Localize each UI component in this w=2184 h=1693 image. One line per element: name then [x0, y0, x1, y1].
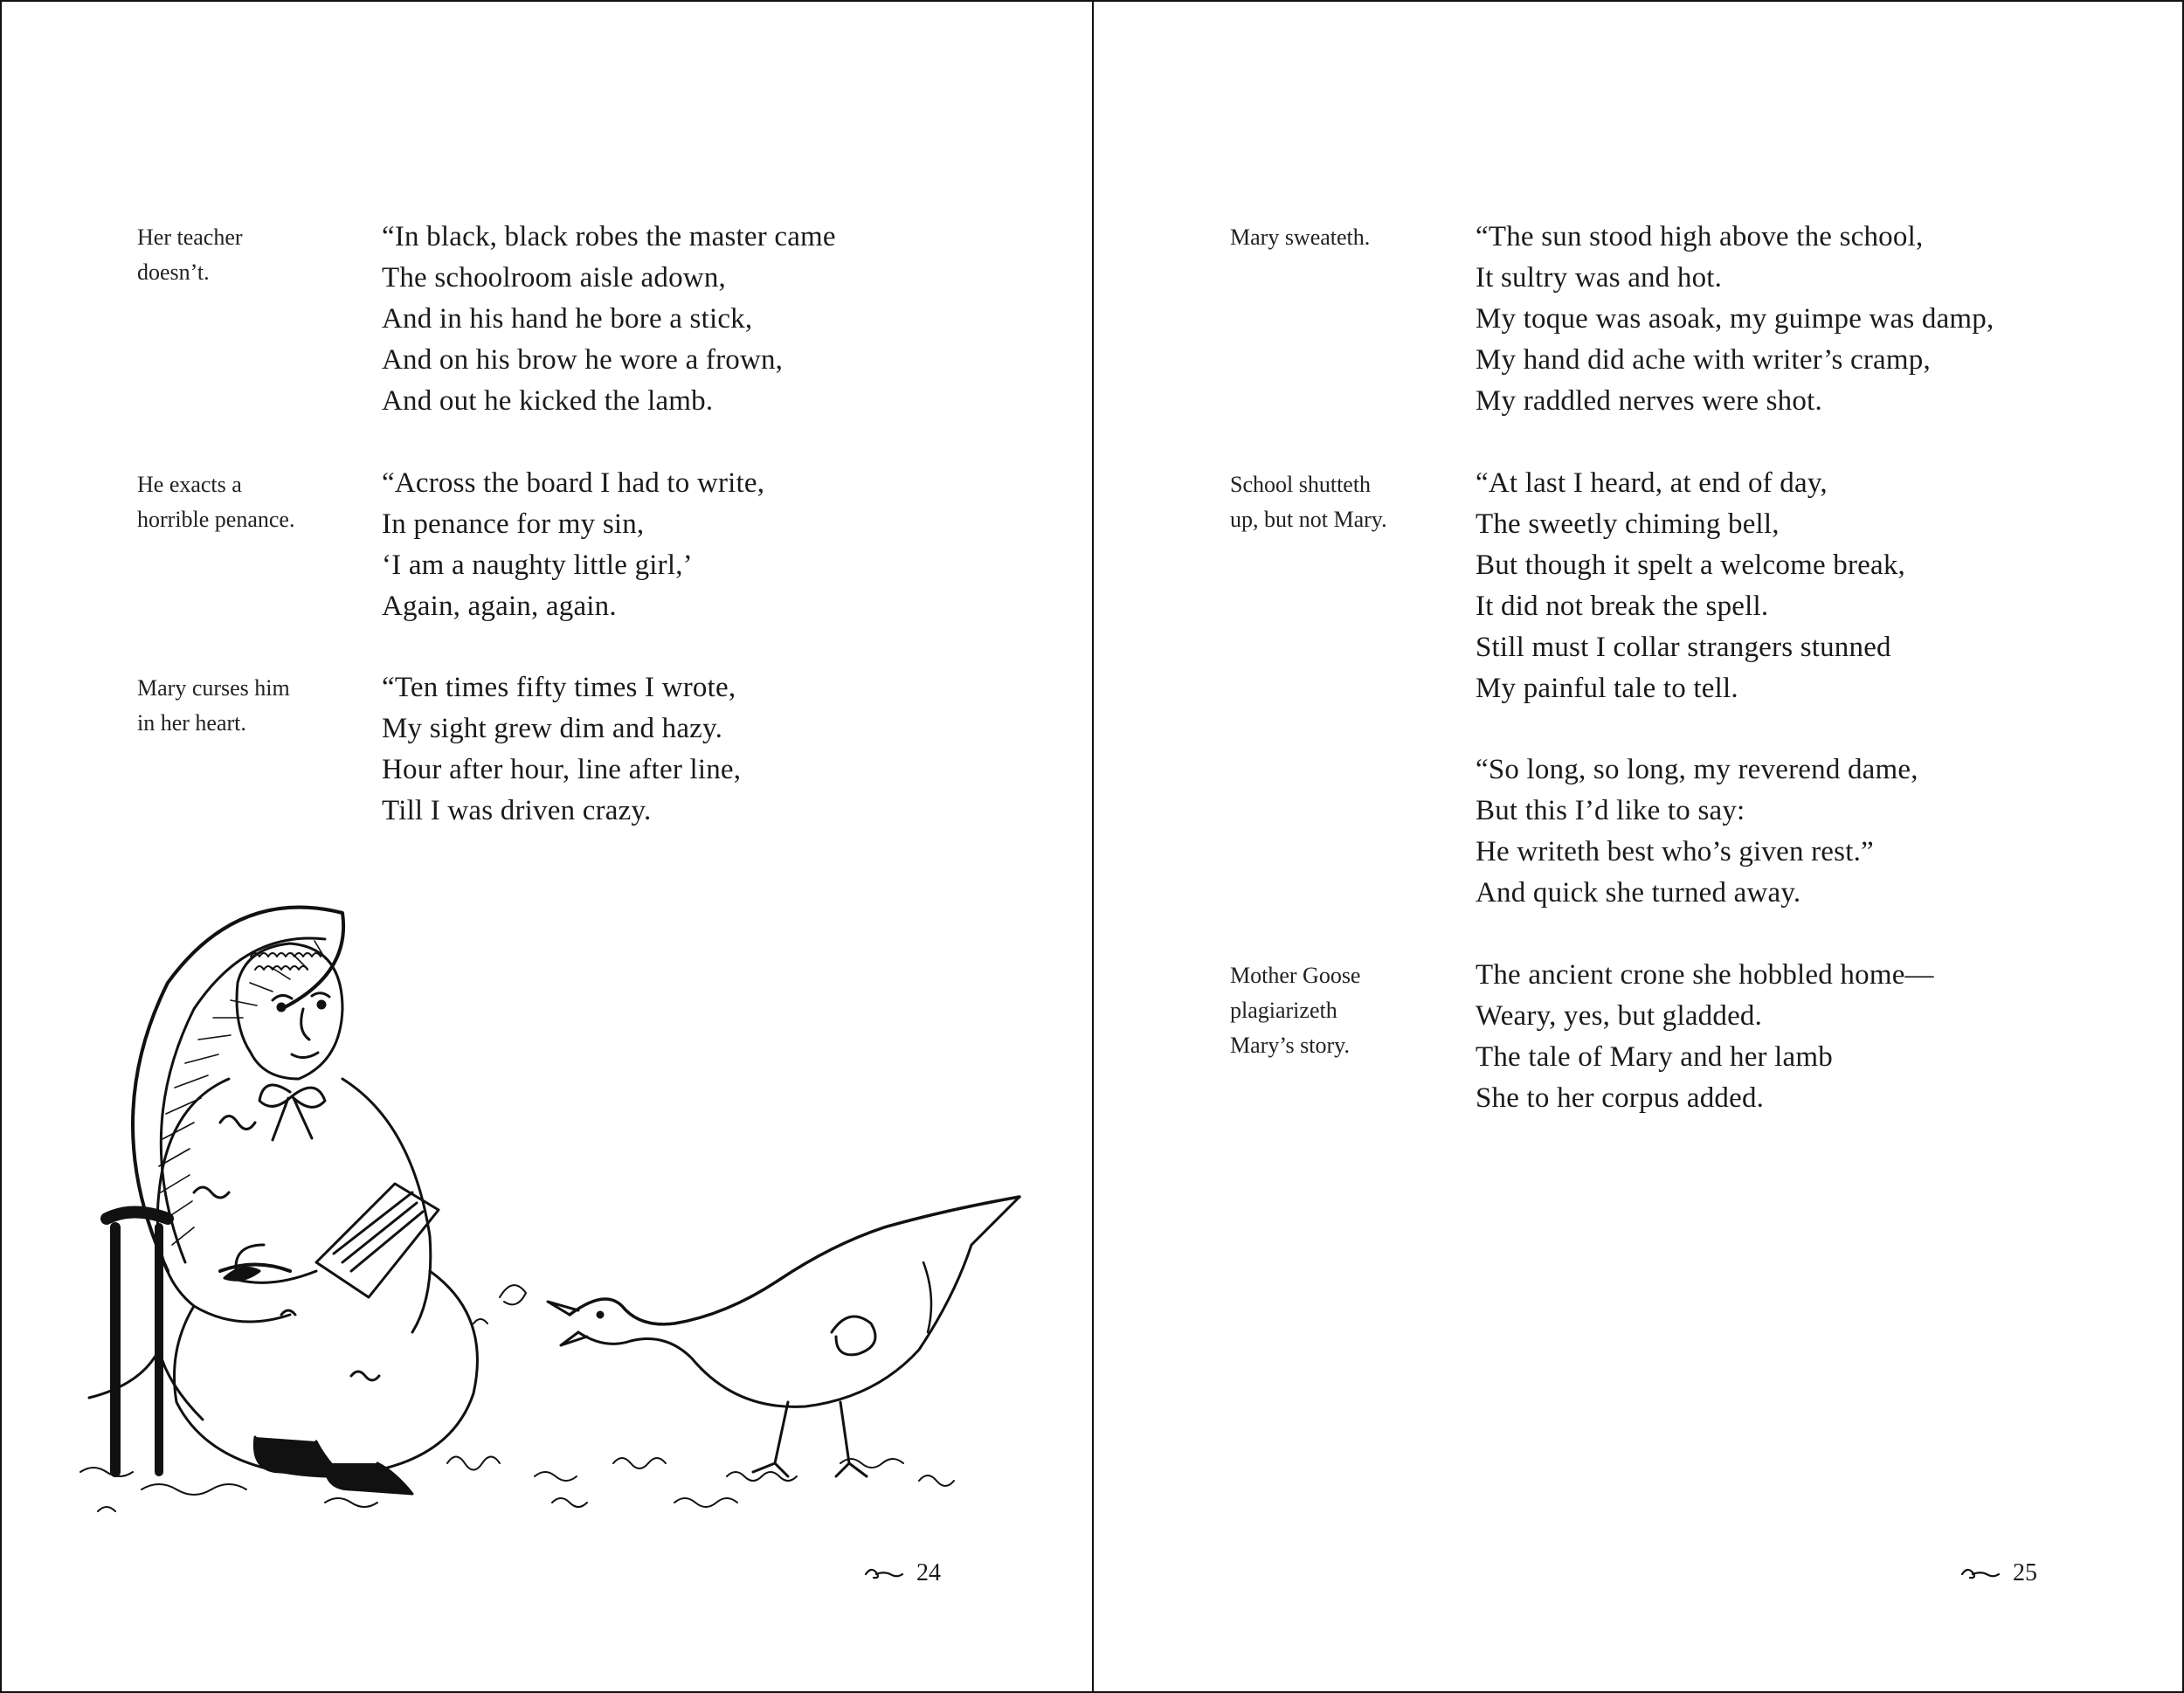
side-note-line: up, but not Mary.	[1230, 507, 1387, 532]
verse-line: And quick she turned away.	[1476, 877, 1801, 909]
side-note-line: Mary curses him	[137, 675, 290, 701]
verse-line: The schoolroom aisle adown,	[382, 262, 726, 294]
verse-line: Weary, yes, but gladded.	[1476, 1000, 1763, 1032]
page-number	[1959, 1559, 2037, 1587]
verse-line: But this I’d like to say:	[1476, 795, 1745, 826]
side-note	[1230, 958, 1431, 1063]
verse-line: “So long, so long, my reverend dame,	[1476, 754, 1918, 785]
side-note	[1230, 220, 1431, 255]
verse-line: “Ten times fifty times I wrote,	[382, 672, 736, 703]
left-page	[2, 0, 1092, 1693]
page-number-text: 25	[2013, 1559, 2037, 1586]
swash-ornament-icon	[862, 1565, 904, 1581]
verse-line: Hour after hour, line after line,	[382, 754, 742, 785]
verse-line: My toque was asoak, my guimpe was damp,	[1476, 303, 1994, 335]
stanza	[1476, 217, 1994, 422]
verse-line: My painful tale to tell.	[1476, 673, 1738, 704]
side-note	[137, 671, 338, 741]
side-note-line: in her heart.	[137, 710, 246, 736]
stanza	[382, 667, 741, 832]
side-note-line: plagiarizeth	[1230, 998, 1337, 1023]
stanza	[1476, 750, 1918, 914]
side-note	[137, 467, 338, 537]
side-note-line: School shutteth	[1230, 472, 1372, 497]
verse-line: In penance for my sin,	[382, 508, 645, 540]
side-note-line: Mary sweateth.	[1230, 225, 1371, 250]
verse-line: The sweetly chiming bell,	[1476, 508, 1780, 540]
verse-line: My sight grew dim and hazy.	[382, 713, 723, 744]
page-number	[862, 1559, 941, 1587]
side-note-line: Her teacher	[137, 225, 243, 250]
stanza	[382, 463, 764, 627]
verse-line: “In black, black robes the master came	[382, 221, 836, 252]
mother-goose-writing-with-goose-illustration	[63, 860, 1033, 1524]
verse-line: “Across the board I had to write,	[382, 467, 765, 499]
side-note-line: horrible penance.	[137, 507, 295, 532]
verse-line: And on his brow he wore a frown,	[382, 344, 784, 376]
right-page	[1094, 0, 2184, 1693]
side-note-line: Mother Goose	[1230, 963, 1361, 988]
verse-line: She to her corpus added.	[1476, 1082, 1765, 1114]
stanza	[1476, 463, 1905, 709]
verse-line: But though it spelt a welcome break,	[1476, 549, 1906, 581]
stanza	[382, 217, 836, 422]
verse-line: Again, again, again.	[382, 591, 617, 622]
swash-ornament-icon	[1959, 1565, 2001, 1581]
verse-line: Till I was driven crazy.	[382, 795, 652, 826]
verse-line: It did not break the spell.	[1476, 591, 1769, 622]
side-note-line: doesn’t.	[137, 259, 210, 285]
side-note	[137, 220, 338, 290]
verse-line: Still must I collar strangers stunned	[1476, 632, 1891, 663]
verse-line: It sultry was and hot.	[1476, 262, 1723, 294]
verse-line: He writeth best who’s given rest.”	[1476, 836, 1874, 867]
verse-line: And in his hand he bore a stick,	[382, 303, 753, 335]
verse-line: “At last I heard, at end of day,	[1476, 467, 1828, 499]
side-note	[1230, 467, 1431, 537]
side-note-line: Mary’s story.	[1230, 1033, 1350, 1058]
stanza	[1476, 955, 1934, 1119]
verse-line: My hand did ache with writer’s cramp,	[1476, 344, 1931, 376]
verse-line: The ancient crone she hobbled home—	[1476, 959, 1934, 991]
side-note-line: He exacts a	[137, 472, 242, 497]
verse-line: “The sun stood high above the school,	[1476, 221, 1924, 252]
verse-line: My raddled nerves were shot.	[1476, 385, 1822, 417]
verse-line: And out he kicked the lamb.	[382, 385, 714, 417]
verse-line: ‘I am a naughty little girl,’	[382, 549, 693, 581]
verse-line: The tale of Mary and her lamb	[1476, 1041, 1833, 1073]
page-number-text: 24	[916, 1559, 941, 1586]
